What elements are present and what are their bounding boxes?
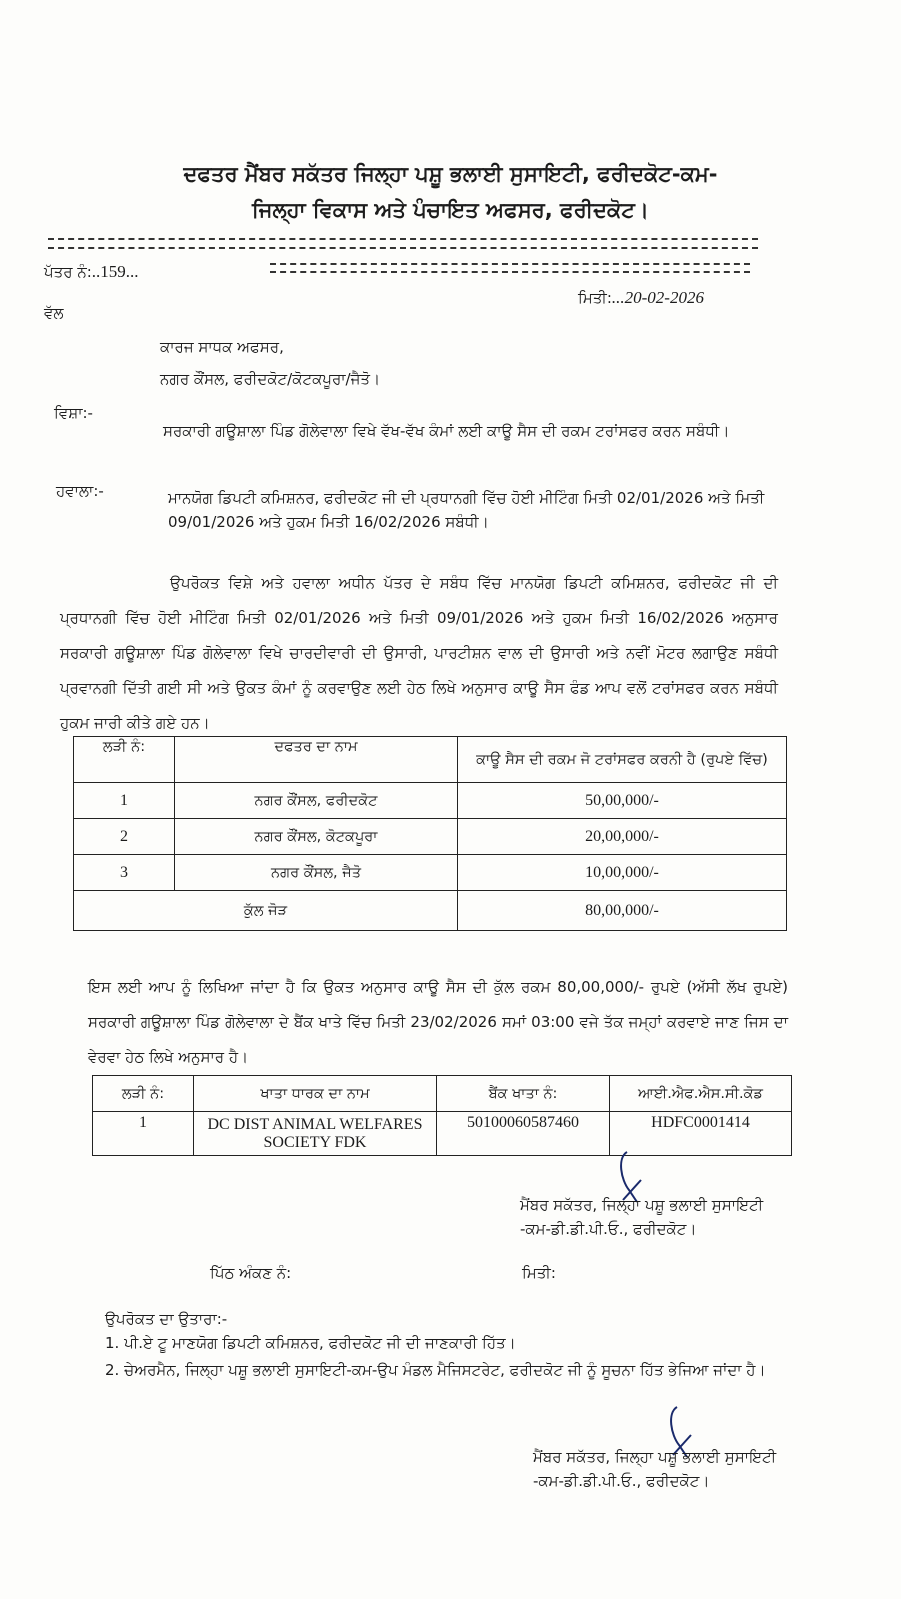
- endorsement-date-label: ਮਿਤੀ:: [522, 1264, 556, 1282]
- header-account: ਬੈਂਕ ਖਾਤਾ ਨੰ:: [437, 1076, 610, 1112]
- recipient-line-2: ਨਗਰ ਕੌਂਸਲ, ਫਰੀਦਕੋਟ/ਕੋਟਕਪੂਰਾ/ਜੈਤੋ।: [160, 370, 381, 388]
- row-amount: 50,00,000/-: [458, 783, 787, 819]
- header-ifsc: ਆਈ.ਐਫ.ਐਸ.ਸੀ.ਕੋਡ: [610, 1076, 792, 1112]
- letter-date-value: ...20-02-2026: [611, 288, 704, 307]
- transfer-table: [73, 736, 787, 931]
- subject-text: ਸਰਕਾਰੀ ਗਊਸ਼ਾਲਾ ਪਿੰਡ ਗੋਲੇਵਾਲਾ ਵਿਖੇ ਵੱਖ-ਵੱਖ ਕੰਮਾਂ ਲਈ ਕਾਊ ਸੈਸ ਦੀ ਰਕਮ ਟਰਾਂਸਫਰ ਕਰਨ ਸਬੰਧੀ।: [163, 422, 730, 440]
- header-amount: ਕਾਊ ਸੈਸ ਦੀ ਰਕਮ ਜੋ ਟਰਾਂਸਫਰ ਕਰਨੀ ਹੈ (ਰੁਪਏ ਵਿੱਚ): [458, 737, 787, 783]
- transfer-table-header: [74, 737, 787, 783]
- row-amount: 10,00,000/-: [458, 855, 787, 891]
- to-label: ਵੱਲ: [44, 304, 64, 322]
- header-divider: [270, 263, 750, 265]
- header-divider: [48, 238, 758, 240]
- reference-text: ਮਾਨਯੋਗ ਡਿਪਟੀ ਕਮਿਸ਼ਨਰ, ਫਰੀਦਕੋਟ ਜੀ ਦੀ ਪ੍ਰਧਾਨਗੀ ਵਿੱਚ ਹੋਈ ਮੀਟਿੰਗ ਮਿਤੀ 02/01/2026 ਅਤੇ ਮਿਤੀ 09/01/2026 ਅਤੇ ਹੁਕਮ ਮਿਤੀ 16/02/2026 ਸਬੰਧੀ।: [168, 489, 765, 531]
- copy-item-2: 2. ਚੇਅਰਮੈਨ, ਜਿਲ੍ਹਾ ਪਸ਼ੂ ਭਲਾਈ ਸੁਸਾਇਟੀ-ਕਮ-ਉਪ ਮੰਡਲ ਮੈਜਿਸਟਰੇਟ, ਫਰੀਦਕੋਟ ਜੀ ਨੂੰ ਸੂਚਨਾ ਹਿੱਤ ਭੇਜਿਆ ਜਾਂਦਾ ਹੈ।: [105, 1361, 766, 1379]
- table-total-row: [74, 891, 787, 931]
- letter-date-label: ਮਿਤੀ:: [578, 289, 612, 307]
- row-office: ਨਗਰ ਕੌਂਸਲ, ਫਰੀਦਕੋਟ: [175, 783, 458, 819]
- table-row: [74, 819, 787, 855]
- row-office: ਨਗਰ ਕੌਂਸਲ, ਜੈਤੋ: [175, 855, 458, 891]
- letter-number-value: ..159...: [91, 262, 139, 281]
- row-holder: DC DIST ANIMAL WELFARES SOCIETY FDK: [194, 1112, 437, 1156]
- row-serial: 2: [74, 819, 175, 855]
- body-paragraph-2: ਇਸ ਲਈ ਆਪ ਨੂੰ ਲਿਖਿਆ ਜਾਂਦਾ ਹੈ ਕਿ ਉਕਤ ਅਨੁਸਾਰ ਕਾਊ ਸੈਸ ਦੀ ਕੁੱਲ ਰਕਮ 80,00,000/- ਰੁਪਏ (ਅੱਸੀ ਲੱਖ ਰੁਪਏ) ਸਰਕਾਰੀ ਗਊਸ਼ਾਲਾ ਪਿੰਡ ਗੋਲੇਵਾਲਾ ਦੇ ਬੈਂਕ ਖਾਤੇ ਵਿੱਚ ਮਿਤੀ 23/02/2026 ਸਮਾਂ 03:00 ਵਜੇ ਤੱਕ ਜਮ੍ਹਾਂ ਕਰਵਾਏ ਜਾਣ ਜਿਸ ਦਾ ਵੇਰਵਾ ਹੇਠ ਲਿਖੇ ਅਨੁਸਾਰ ਹੈ।: [88, 978, 788, 1066]
- row-amount: 20,00,000/-: [458, 819, 787, 855]
- table-row: [74, 855, 787, 891]
- header-office: ਦਫਤਰ ਦਾ ਨਾਮ: [175, 737, 458, 783]
- row-ifsc: HDFC0001414: [610, 1112, 792, 1156]
- row-serial: 3: [74, 855, 175, 891]
- table-row: [74, 783, 787, 819]
- header-serial: ਲੜੀ ਨੰ:: [74, 737, 175, 783]
- copy-item-1: 1. ਪੀ.ਏ ਟੂ ਮਾਣਯੋਗ ਡਿਪਟੀ ਕਮਿਸ਼ਨਰ, ਫਰੀਦਕੋਟ ਜੀ ਦੀ ਜਾਣਕਾਰੀ ਹਿੱਤ।: [105, 1334, 516, 1352]
- signature-2-line-2: -ਕਮ-ਡੀ.ਡੀ.ਪੀ.ਓ., ਫਰੀਦਕੋਟ।: [533, 1472, 710, 1490]
- total-amount: 80,00,000/-: [458, 891, 787, 931]
- subject-label: ਵਿਸ਼ਾ:-: [54, 404, 93, 422]
- header-line-1: ਦਫਤਰ ਮੈਂਬਰ ਸਕੱਤਰ ਜਿਲ੍ਹਾ ਪਸ਼ੂ ਭਲਾਈ ਸੁਸਾਇਟੀ, ਫਰੀਦਕੋਟ-ਕਮ-: [183, 162, 718, 186]
- recipient-line-1: ਕਾਰਜ ਸਾਧਕ ਅਫਸਰ,: [160, 338, 284, 356]
- endorsement-number-label: ਪਿੱਠ ਅੰਕਣ ਨੰ:: [210, 1264, 292, 1282]
- signature-1-line-1: ਮੈਂਬਰ ਸਕੱਤਰ, ਜਿਲ੍ਹਾ ਪਸ਼ੂ ਭਲਾਈ ਸੁਸਾਇਟੀ: [520, 1196, 764, 1214]
- letter-number-label: ਪੱਤਰ ਨੰ:: [44, 263, 92, 281]
- row-account: 50100060587460: [437, 1112, 610, 1156]
- header-divider: [48, 247, 758, 249]
- letter-number: [44, 262, 139, 282]
- copy-label: ਉਪਰੋਕਤ ਦਾ ਉਤਾਰਾ:-: [105, 1310, 228, 1328]
- signature-2-line-1: ਮੈਂਬਰ ਸਕੱਤਰ, ਜਿਲ੍ਹਾ ਪਸ਼ੂ ਭਲਾਈ ਸੁਸਾਇਟੀ: [533, 1448, 777, 1466]
- row-office: ਨਗਰ ਕੌਂਸਲ, ਕੋਟਕਪੂਰਾ: [175, 819, 458, 855]
- total-label: ਕੁੱਲ ਜੋੜ: [74, 891, 458, 931]
- bank-table: [92, 1075, 792, 1156]
- reference-label: ਹਵਾਲਾ:-: [56, 482, 104, 500]
- header-line-2: ਜਿਲ੍ਹਾ ਵਿਕਾਸ ਅਤੇ ਪੰਚਾਇਤ ਅਫਸਰ, ਫਰੀਦਕੋਟ।: [252, 198, 649, 222]
- row-serial: 1: [93, 1112, 194, 1156]
- header-divider: [270, 271, 750, 273]
- table-row: [93, 1112, 792, 1156]
- header-holder: ਖਾਤਾ ਧਾਰਕ ਦਾ ਨਾਮ: [194, 1076, 437, 1112]
- signature-1-line-2: -ਕਮ-ਡੀ.ਡੀ.ਪੀ.ਓ., ਫਰੀਦਕੋਟ।: [520, 1220, 697, 1238]
- bank-table-header: [93, 1076, 792, 1112]
- row-serial: 1: [74, 783, 175, 819]
- body-paragraph-1: ਉਪਰੋਕਤ ਵਿਸ਼ੇ ਅਤੇ ਹਵਾਲਾ ਅਧੀਨ ਪੱਤਰ ਦੇ ਸਬੰਧ ਵਿੱਚ ਮਾਨਯੋਗ ਡਿਪਟੀ ਕਮਿਸ਼ਨਰ, ਫਰੀਦਕੋਟ ਜੀ ਦੀ ਪ੍ਰਧਾਨਗੀ ਵਿੱਚ ਹੋਈ ਮੀਟਿੰਗ ਮਿਤੀ 02/01/2026 ਅਤੇ ਮਿਤੀ 09/01/2026 ਅਤੇ ਹੁਕਮ ਮਿਤੀ 16/02/2026 ਅਨੁਸਾਰ ਸਰਕਾਰੀ ਗਊਸ਼ਾਲਾ ਪਿੰਡ ਗੋਲੇਵਾਲਾ ਵਿਖੇ ਚਾਰਦੀਵਾਰੀ ਦੀ ਉਸਾਰੀ, ਪਾਰਟੀਸ਼ਨ ਵਾਲ ਦੀ ਉਸਾਰੀ ਅਤੇ ਨਵੀਂ ਮੋਟਰ ਲਗਾਉਣ ਸਬੰਧੀ ਪ੍ਰਵਾਨਗੀ ਦਿੱਤੀ ਗਈ ਸੀ ਅਤੇ ਉਕਤ ਕੰਮਾਂ ਨੂੰ ਕਰਵਾਉਣ ਲਈ ਹੇਠ ਲਿਖੇ ਅਨੁਸਾਰ ਕਾਊ ਸੈਸ ਫੰਡ ਆਪ ਵਲੋਂ ਟਰਾਂਸਫਰ ਕਰਨ ਸਬੰਧੀ ਹੁਕਮ ਜਾਰੀ ਕੀਤੇ ਗਏ ਹਨ।: [60, 574, 778, 732]
- letter-date: [578, 288, 704, 308]
- header-serial: ਲੜੀ ਨੰ:: [93, 1076, 194, 1112]
